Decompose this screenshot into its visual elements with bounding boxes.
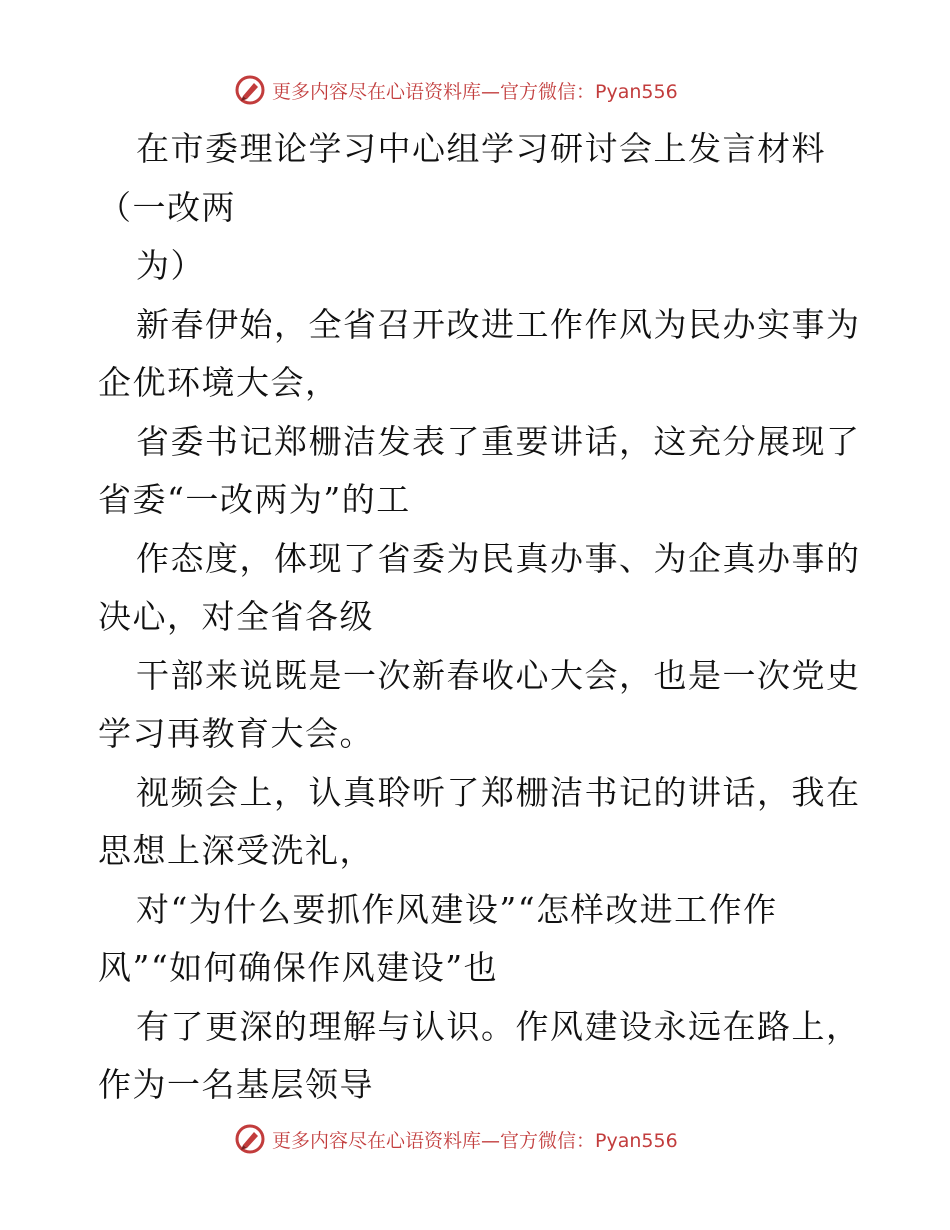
banner-text: 更多内容尽在心语资料库—官方微信：Pyan556 [272, 80, 678, 103]
text-line: 在市委理论学习中心组学习研讨会上发言材料 [136, 129, 826, 168]
text-line: 风”“如何确保作风建设”也 [98, 948, 499, 987]
text-line: 作态度，体现了省委为民真办事、为企真办事的 [136, 538, 861, 578]
text-line: 为） [136, 246, 205, 285]
text-line: 新春伊始，全省召开改进工作作风为民办实事为 [136, 304, 861, 344]
text-line: 对“为什么要抓作风建设”“怎样改进工作作 [136, 889, 778, 929]
text-line: 作为一名基层领导 [98, 1065, 374, 1104]
text-line: 思想上深受洗礼， [98, 831, 374, 870]
pen-logo-icon [234, 74, 266, 106]
text-line: 省委书记郑栅洁发表了重要讲话，这充分展现了 [136, 421, 861, 461]
text-line: 干部来说既是一次新春收心大会，也是一次党史 [136, 655, 861, 695]
text-line: 企优环境大会， [98, 363, 340, 402]
text-line: 省委“一改两为”的工 [98, 480, 411, 519]
pen-logo-icon [234, 1123, 266, 1155]
footer-watermark-banner [234, 1122, 678, 1156]
text-line: 学习再教育大会。 [98, 714, 374, 753]
text-line: 决心，对全省各级 [98, 597, 374, 636]
wechat-handle: Pyan556 [595, 1129, 678, 1152]
text-line: 有了更深的理解与认识。作风建设永远在路上， [136, 1006, 861, 1046]
document-body [98, 120, 861, 1115]
text-line: （一改两 [98, 187, 236, 227]
banner-text: 更多内容尽在心语资料库—官方微信：Pyan556 [272, 1129, 678, 1152]
wechat-handle: Pyan556 [595, 80, 678, 103]
text-line: 视频会上，认真聆听了郑栅洁书记的讲话，我在 [136, 772, 861, 812]
header-watermark-banner [234, 73, 678, 107]
